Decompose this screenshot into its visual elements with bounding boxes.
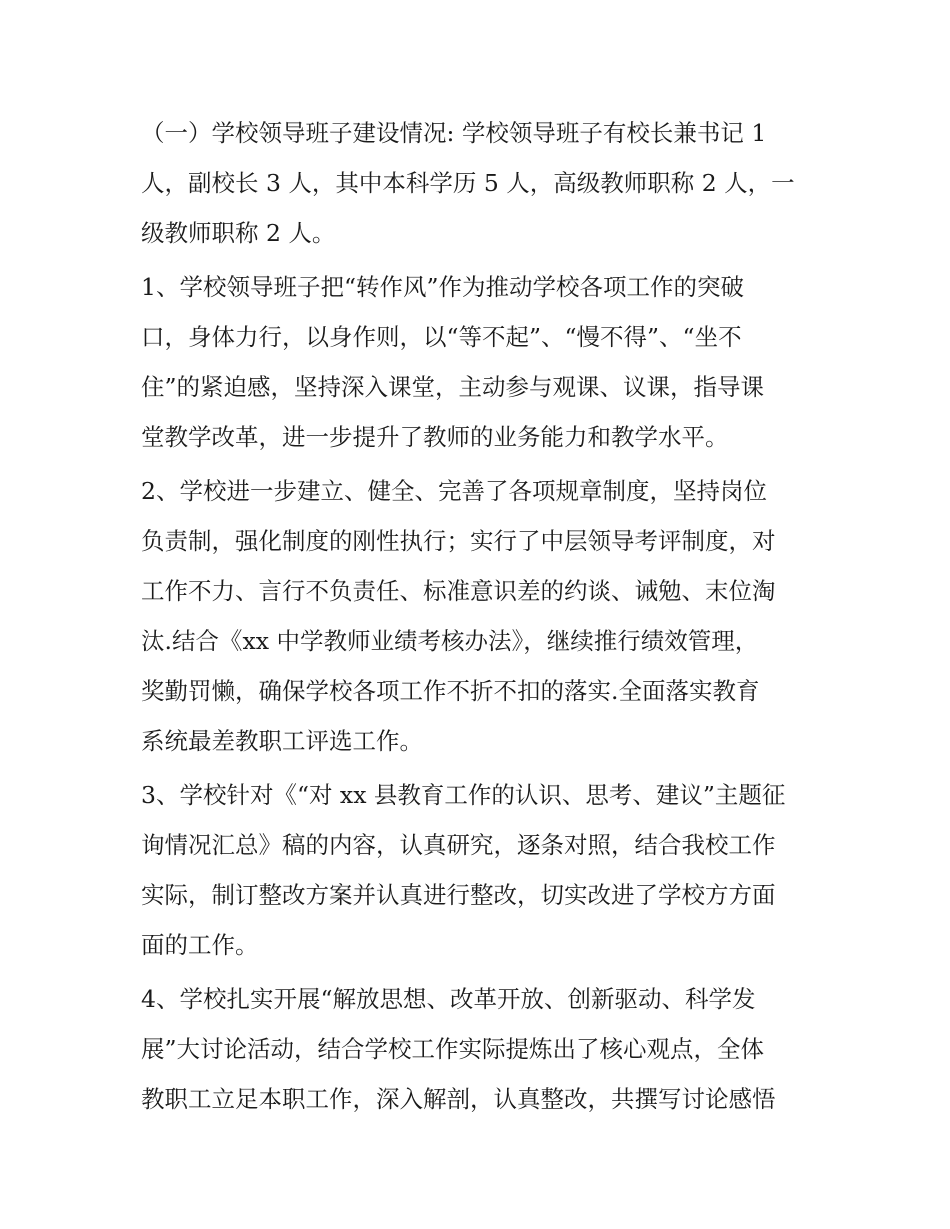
text-line: 系统最差教职工评选工作。 xyxy=(141,727,423,755)
text-line: 3、学校针对《“对 xx 县教育工作的认识、思考、建议”主题征 xyxy=(141,781,786,809)
paragraph-item-4 xyxy=(141,974,821,1124)
paragraph-item-2 xyxy=(141,466,821,766)
text-line: 口，身体力行，以身作则，以“等不起”、“慢不得”、“坐不 xyxy=(141,323,742,351)
text-line: 堂教学改革，进一步提升了教师的业务能力和教学水平。 xyxy=(141,423,729,451)
paragraph-item-1 xyxy=(141,262,821,462)
text-line: （一）学校领导班子建设情况: 学校领导班子有校长兼书记 1 xyxy=(141,119,767,147)
text-line: 人，副校长 3 人，其中本科学历 5 人，高级教师职称 2 人，一 xyxy=(141,169,795,197)
text-line: 住”的紧迫感，坚持深入课堂，主动参与观课、议课，指导课 xyxy=(141,373,765,401)
text-line: 工作不力、言行不负责任、标准意识差的约谈、诫勉、末位淘 xyxy=(141,577,776,605)
text-line: 展”大讨论活动，结合学校工作实际提炼出了核心观点，全体 xyxy=(141,1035,765,1063)
text-line: 奖勤罚懒，确保学校各项工作不折不扣的落实.全面落实教育 xyxy=(141,677,760,705)
document-body xyxy=(141,108,821,1128)
text-line: 负责制，强化制度的刚性执行；实行了中层领导考评制度，对 xyxy=(141,527,776,555)
text-line: 实际，制订整改方案并认真进行整改，切实改进了学校方方面 xyxy=(141,881,776,909)
text-line: 教职工立足本职工作，深入解剖，认真整改，共撰写讨论感悟 xyxy=(141,1085,776,1113)
paragraph-leadership-overview xyxy=(141,108,821,258)
paragraph-item-3 xyxy=(141,770,821,970)
text-line: 汰.结合《xx 中学教师业绩考核办法》，继续推行绩效管理， xyxy=(141,627,759,655)
text-line: 2、学校进一步建立、健全、完善了各项规章制度，坚持岗位 xyxy=(141,477,767,505)
text-line: 询情况汇总》稿的内容，认真研究，逐条对照，结合我校工作 xyxy=(141,831,776,859)
text-line: 1、学校领导班子把“转作风”作为推动学校各项工作的突破 xyxy=(141,273,744,301)
text-line: 面的工作。 xyxy=(141,931,259,959)
text-line: 4、学校扎实开展“解放思想、改革开放、创新驱动、科学发 xyxy=(141,985,756,1013)
text-line: 级教师职称 2 人。 xyxy=(141,219,336,247)
